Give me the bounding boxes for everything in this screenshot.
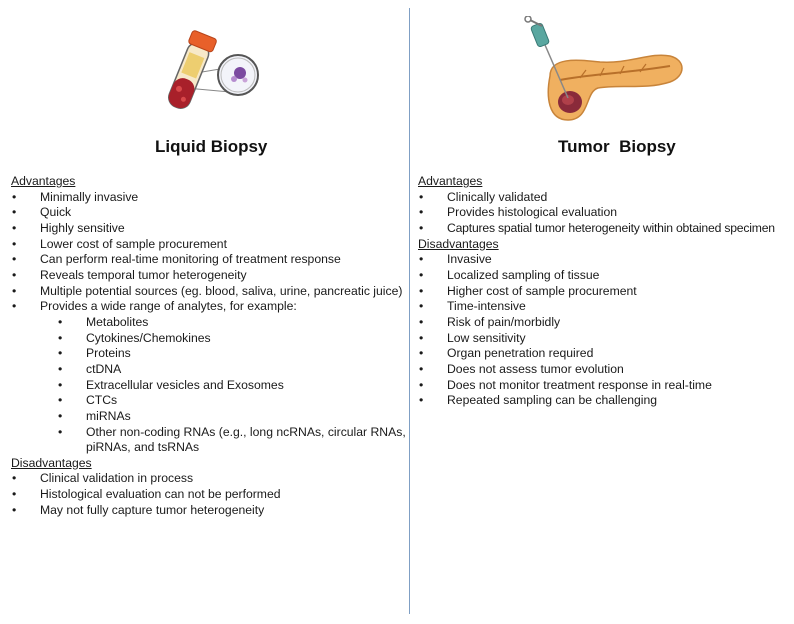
list-item: • Low sensitivity [418,331,792,347]
list-item: • Does not monitor treatment response in real-time [418,378,792,394]
list-item: • Histological evaluation can not be performed [11,487,406,503]
list-item: • Other non-coding RNAs (e.g., long ncRNAs, circular RNAs, piRNAs, and tsRNAs [11,425,406,456]
list-item: • Localized sampling of tissue [418,268,792,284]
list-item: • Can perform real-time monitoring of treatment response [11,252,406,268]
tumor-advantages-list [418,190,792,237]
list-item: • Proteins [11,346,406,362]
blood-tube-illustration [150,30,270,120]
list-item: • Organ penetration required [418,346,792,362]
list-item: • Provides histological evaluation [418,205,792,221]
list-item: • Risk of pain/morbidly [418,315,792,331]
liquid-biopsy-title: Liquid Biopsy [155,137,268,156]
list-item: • Extracellular vesicles and Exosomes [11,378,406,394]
list-item: • May not fully capture tumor heterogeneity [11,503,406,519]
tumor-disadvantages-heading: Disadvantages [418,236,499,251]
list-item: • Time-intensive [418,299,792,315]
list-item: • CTCs [11,393,406,409]
list-item: • Higher cost of sample procurement [418,284,792,300]
tumor-disadvantages-list [418,252,792,409]
list-item: • Repeated sampling can be challenging [418,393,792,409]
liquid-biopsy-column [11,174,406,518]
list-item: • Cytokines/Chemokines [11,331,406,347]
tumor-advantages-heading: Advantages [418,174,483,188]
list-item: • Multiple potential sources (eg. blood, saliva, urine, pancreatic juice) [11,284,406,300]
column-divider [409,8,410,614]
pancreas-syringe-illustration [520,16,695,126]
list-item: • Metabolites [11,315,406,331]
liquid-disadvantages-heading: Disadvantages [11,455,92,470]
list-item: • Highly sensitive [11,221,406,237]
list-item: • Captures spatial tumor heterogeneity within obtained specimen [418,221,792,237]
list-item: • Clinically validated [418,190,792,206]
list-item: • Reveals temporal tumor heterogeneity [11,268,406,284]
liquid-advantages-list [11,190,406,315]
list-item: • miRNAs [11,409,406,425]
list-item: • Lower cost of sample procurement [11,237,406,253]
list-item: • Minimally invasive [11,190,406,206]
liquid-advantages-heading: Advantages [11,174,76,188]
tumor-biopsy-column [418,174,792,409]
liquid-disadvantages-list [11,471,406,518]
tumor-biopsy-title: Tumor Biopsy [558,137,676,156]
list-item: • Quick [11,205,406,221]
analytes-list [11,315,406,456]
list-item: • Invasive [418,252,792,268]
list-item: • ctDNA [11,362,406,378]
list-item: • Provides a wide range of analytes, for example: [11,299,406,315]
list-item: • Clinical validation in process [11,471,406,487]
list-item: • Does not assess tumor evolution [418,362,792,378]
